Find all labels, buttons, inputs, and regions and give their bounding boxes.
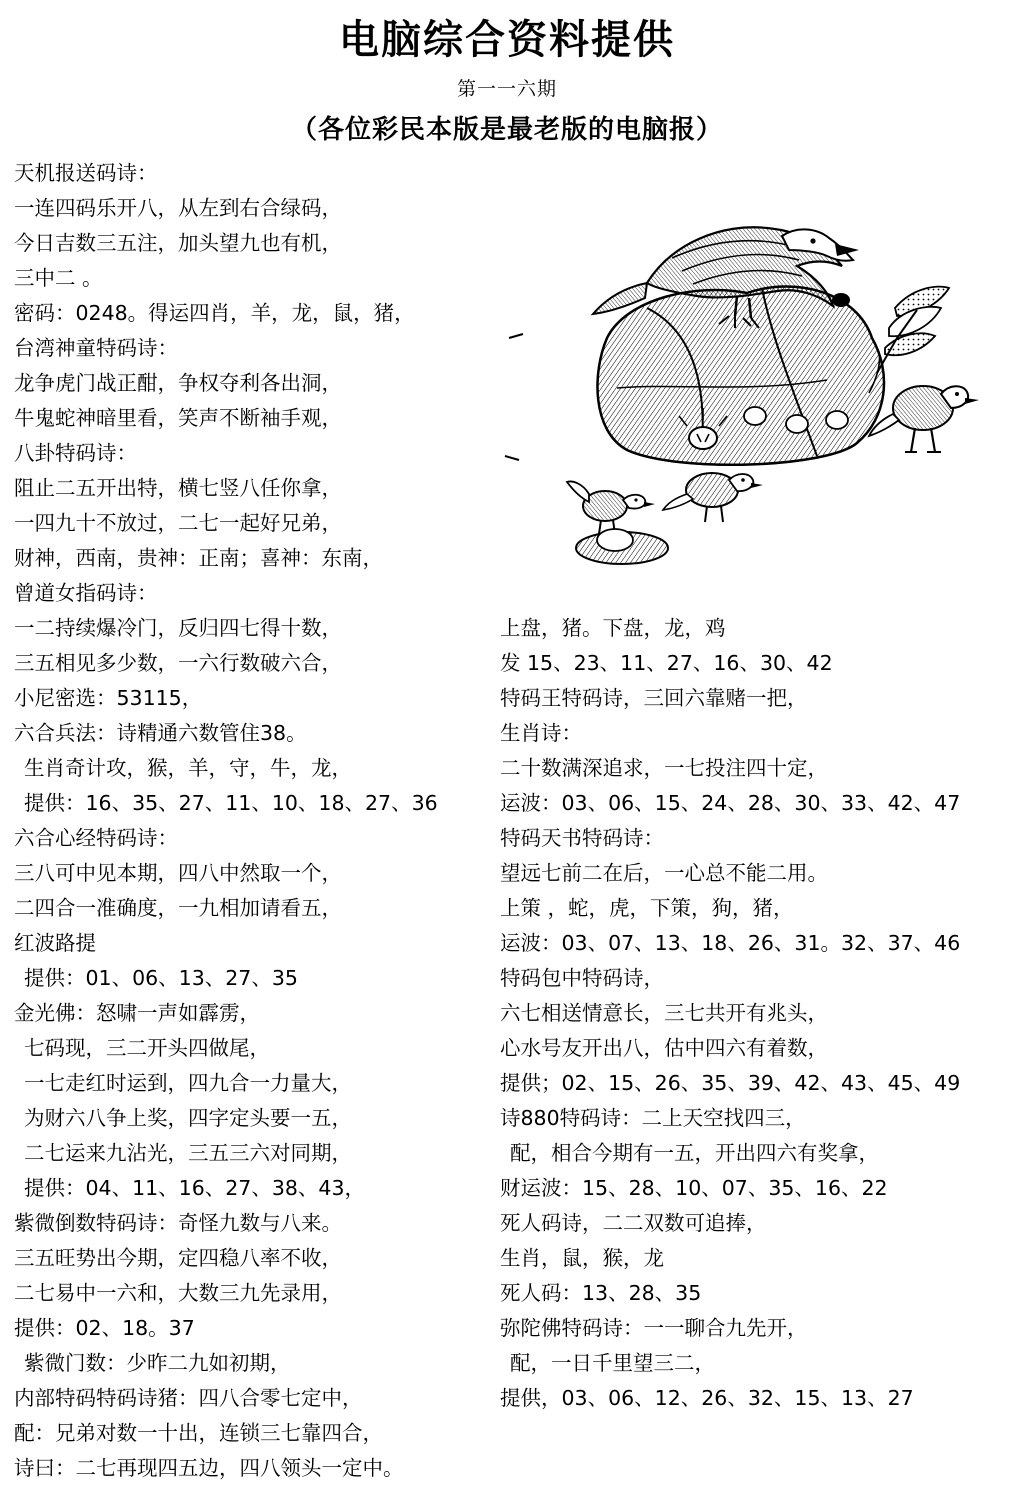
text-line: 天机报送码诗： xyxy=(14,161,158,185)
text-line: 紫微门数：少昨二九如初期， xyxy=(24,1351,291,1375)
text-line: 生肖奇计攻，猴，羊，守，牛，龙， xyxy=(24,756,352,780)
text-line: 一二持续爆冷门，反归四七得十数， xyxy=(14,616,342,640)
text-line: 一四九十不放过，二七一起好兄弟， xyxy=(14,511,342,535)
text-line: 死人码诗，二二双数可追捧， xyxy=(500,1211,767,1235)
text-line: 生肖诗： xyxy=(500,721,582,745)
text-line: 提供：16、35、27、11、10、18、27、36 xyxy=(24,791,438,815)
text-line: 六合心经特码诗： xyxy=(14,826,178,850)
text-line: 配，一日千里望三二， xyxy=(510,1351,715,1375)
text-line: 提供：01、06、13、27、35 xyxy=(24,966,298,990)
text-line: 生肖，鼠，猴，龙 xyxy=(500,1246,664,1270)
text-line: 为财六八争上奖，四字定头要一五， xyxy=(24,1106,352,1130)
text-line: 牛鬼蛇神暗里看，笑声不断袖手观， xyxy=(14,406,342,430)
text-line: 上策 ，蛇，虎，下策，狗，猪， xyxy=(500,896,794,920)
text-line: 台湾神童特码诗： xyxy=(14,336,178,360)
text-line: 财运波：15、28、10、07、35、16、22 xyxy=(500,1176,888,1200)
text-line: 发 15、23、11、27、16、30、42 xyxy=(500,651,833,675)
text-line: 二七运来九沾光，三五三六对同期， xyxy=(24,1141,352,1165)
document-page xyxy=(0,17,1014,1480)
text-line: 一连四码乐开八，从左到右合绿码， xyxy=(14,196,342,220)
right-text-column xyxy=(500,611,1005,1416)
text-line: 六合兵法：诗精通六数管住38。 xyxy=(14,721,307,745)
left-text-column xyxy=(14,156,484,1486)
text-line: 六七相送情意长，三七共开有兆头， xyxy=(500,1001,828,1025)
text-line: 诗曰：二七再现四五边，四八领头一定中。 xyxy=(14,1456,404,1480)
text-line: 财神，西南，贵神：正南；喜神：东南， xyxy=(14,546,383,570)
text-line: 密码：0248。得运四肖，羊，龙，鼠，猪， xyxy=(14,301,415,325)
text-line: 运波：03、07、13、18、26、31。32、37、46 xyxy=(500,931,961,955)
text-line: 特码包中特码诗， xyxy=(500,966,664,990)
text-line: 阻止二五开出特，横七竖八任你拿， xyxy=(14,476,342,500)
text-line: 二四合一准确度，一九相加请看五， xyxy=(14,896,342,920)
text-line: 配：兄弟对数一十出，连锁三七靠四合， xyxy=(14,1421,383,1445)
page-subtitle: （各位彩民本版是最老版的电脑报） xyxy=(290,115,723,145)
text-line: 三五旺势出今期，定四稳八率不收， xyxy=(14,1246,342,1270)
text-line: 特码王特码诗，三回六靠赌一把， xyxy=(500,686,808,710)
text-line: 二七易中一六和，大数三九先录用， xyxy=(14,1281,342,1305)
text-line: 今日吉数三五注，加头望九也有机， xyxy=(14,231,342,255)
text-line: 诗880特码诗：二上天空找四三， xyxy=(500,1106,806,1130)
text-line: 曾道女指码诗： xyxy=(14,581,158,605)
text-line: 弥陀佛特码诗：一一聊合九先开， xyxy=(500,1316,808,1340)
text-line: 七码现，三二开头四做尾， xyxy=(24,1036,270,1060)
text-line: 提供，03、06、12、26、32、15、13、27 xyxy=(500,1386,914,1410)
text-line: 三五相见多少数，一六行数破六合， xyxy=(14,651,342,675)
issue-number: 第一一六期 xyxy=(456,78,557,100)
text-line: 心水号友开出八，估中四六有着数， xyxy=(500,1036,828,1060)
text-line: 提供：04、11、16、27、38、43， xyxy=(24,1176,366,1200)
text-line: 紫微倒数特码诗：奇怪九数与八来。 xyxy=(14,1211,342,1235)
text-line: 一七走红时运到，四九合一力量大， xyxy=(24,1071,352,1095)
text-line: 小尼密选：53115， xyxy=(14,686,203,710)
text-line: 上盘，猪。下盘，龙，鸡 xyxy=(500,616,726,640)
text-line: 八卦特码诗： xyxy=(14,441,137,465)
text-line: 死人码：13、28、35 xyxy=(500,1281,702,1305)
eagle-on-rock-with-birds-illustration xyxy=(497,188,997,578)
text-line: 三中二 。 xyxy=(14,266,103,290)
page-title: 电脑综合资料提供 xyxy=(339,17,675,63)
text-line: 望远七前二在后，一心总不能二用。 xyxy=(500,861,828,885)
text-line: 内部特码特码诗猪：四八合零七定中， xyxy=(14,1386,363,1410)
text-line: 配，相合今期有一五，开出四六有奖拿， xyxy=(510,1141,879,1165)
text-line: 三八可中见本期，四八中然取一个， xyxy=(14,861,342,885)
text-line: 二十数满深追求，一七投注四十定， xyxy=(500,756,828,780)
text-line: 金光佛：怒啸一声如霹雳， xyxy=(14,1001,260,1025)
text-line: 运波：03、06、15、24、28、30、33、42、47 xyxy=(500,791,961,815)
text-line: 龙争虎门战正酣，争权夺利各出洞， xyxy=(14,371,342,395)
text-line: 提供；02、15、26、35、39、42、43、45、49 xyxy=(500,1071,961,1095)
text-line: 特码天书特码诗： xyxy=(500,826,664,850)
text-line: 红波路提 xyxy=(14,931,96,955)
text-line: 提供：02、18。37 xyxy=(14,1316,195,1340)
